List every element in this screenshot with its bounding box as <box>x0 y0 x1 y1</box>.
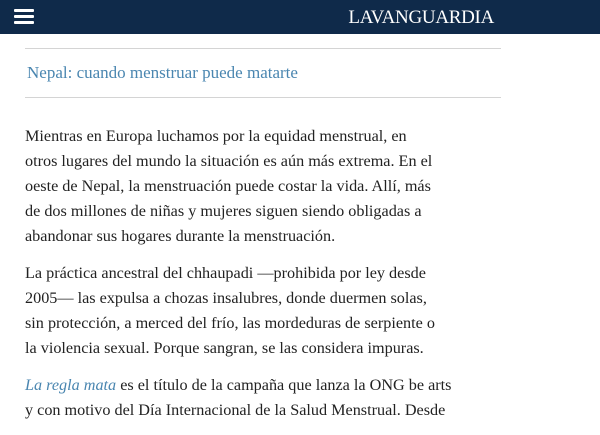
text-line: sin protección, a merced del frío, las mordeduras de serpiente o <box>25 314 435 332</box>
article-body <box>25 124 505 435</box>
article-paragraph-2 <box>25 261 505 361</box>
text-fragment: es el título de la campaña que lanza la ONG be arts <box>116 376 452 394</box>
text-line: otros lugares del mundo la situación es aún más extrema. En el <box>25 152 433 170</box>
site-logo[interactable]: LAVANGUARDIA <box>348 7 494 28</box>
top-navigation-bar <box>0 0 600 34</box>
menu-bar <box>14 9 34 12</box>
menu-bar <box>14 15 34 18</box>
article-paragraph-3 <box>25 373 505 423</box>
divider-bottom <box>25 97 501 98</box>
text-line: abandonar sus hogares durante la menstruación. <box>25 227 336 245</box>
text-line: 2005— las expulsa a chozas insalubres, donde duermen solas, <box>25 289 427 307</box>
text-line: La práctica ancestral del chhaupadi —prohibida por ley desde <box>25 264 426 282</box>
text-line <box>25 373 505 398</box>
article-paragraph-1 <box>25 124 505 249</box>
text-line: y con motivo del Día Internacional de la Salud Menstrual. Desde <box>25 401 446 419</box>
text-line: oeste de Nepal, la menstruación puede costar la vida. Allí, más <box>25 177 431 195</box>
divider-top <box>25 48 501 49</box>
text-line: la violencia sexual. Porque sangran, se las considera impuras. <box>25 339 424 357</box>
menu-bar <box>14 21 34 24</box>
hamburger-menu-icon[interactable] <box>14 9 34 25</box>
campaign-link[interactable]: La regla mata <box>25 376 117 394</box>
text-line: de dos millones de niñas y mujeres siguen siendo obligadas a <box>25 202 422 220</box>
related-article-link[interactable]: Nepal: cuando menstruar puede matarte <box>27 63 298 82</box>
text-line: Mientras en Europa luchamos por la equidad menstrual, en <box>25 127 407 145</box>
